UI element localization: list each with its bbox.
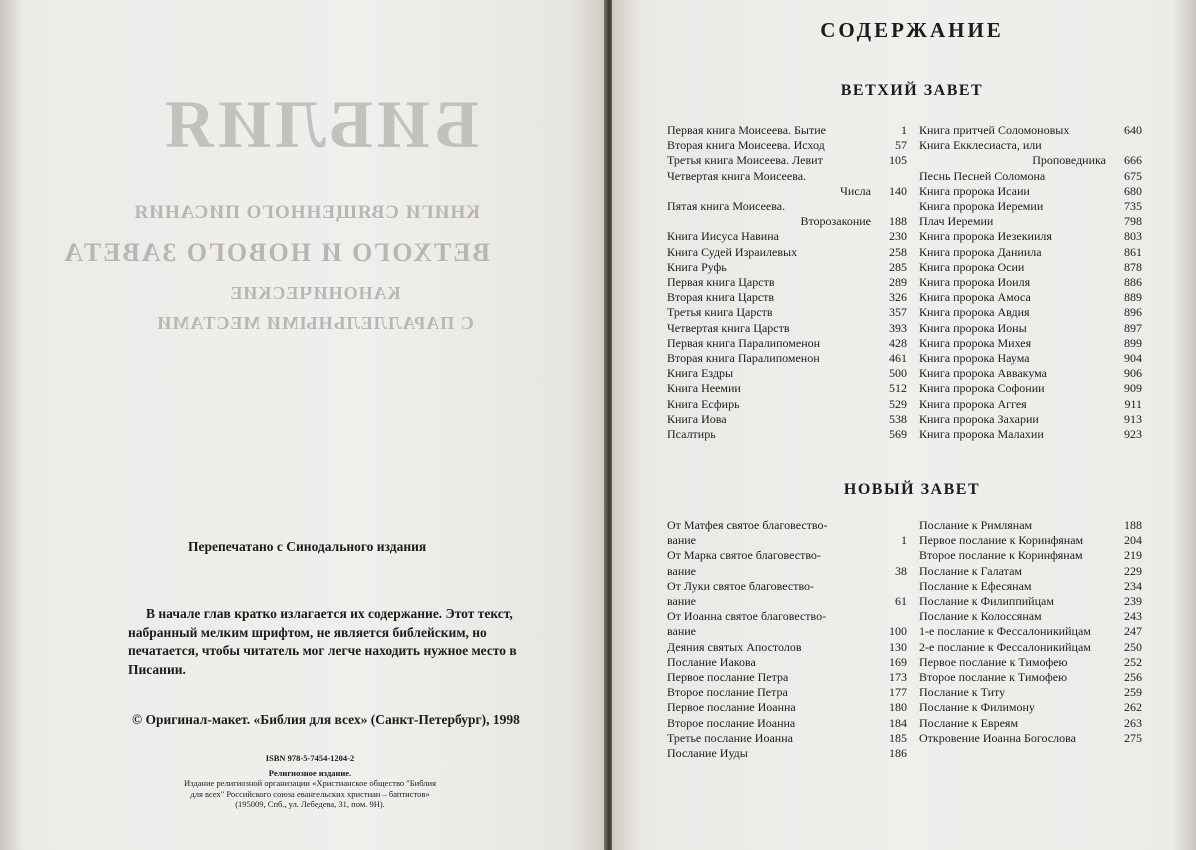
toc-entry-title: Книга Судей Израилевых [667, 244, 798, 259]
isbn: ISBN 978-5-7454-1204-2 [265, 753, 355, 763]
toc-entry-title: Книга пророка Амоса [919, 290, 1031, 305]
toc-entry [667, 427, 907, 442]
toc-entry [919, 199, 1142, 214]
toc-entry-page: 188 [889, 214, 907, 229]
old-testament-column-right [919, 123, 1142, 442]
toc-entry-page: 889 [1124, 290, 1142, 305]
toc-entry-page: 243 [1124, 609, 1142, 624]
toc-entry-title: Числа [840, 183, 871, 198]
toc-entry [667, 260, 907, 275]
toc-entry [667, 199, 907, 214]
toc-entry [919, 640, 1142, 655]
toc-entry-title: Книга пророка Наума [919, 351, 1030, 366]
toc-entry-page: 100 [889, 624, 907, 639]
contents-title: СОДЕРЖАНИЕ [820, 18, 1004, 42]
toc-entry-page: 326 [889, 290, 907, 305]
toc-entry-title: Книга Неемии [667, 381, 741, 396]
toc-entry [919, 229, 1142, 244]
toc-entry-title: Второе послание к Коринфянам [919, 548, 1083, 563]
toc-entry [667, 624, 907, 639]
toc-entry-page: 529 [889, 396, 907, 411]
toc-entry [919, 533, 1142, 548]
toc-entry [919, 336, 1142, 351]
show-through-title: БИБЛИЯ [161, 86, 479, 162]
show-through-line: ВЕТХОГО И НОВОГО ЗАВЕТА [62, 238, 490, 267]
toc-entry [667, 685, 907, 700]
toc-entry-page: 234 [1124, 578, 1142, 593]
new-testament-heading: НОВЫЙ ЗАВЕТ [843, 481, 981, 498]
toc-entry [919, 685, 1142, 700]
toc-entry-title: Книга Руфь [667, 259, 727, 274]
toc-entry [667, 214, 907, 229]
toc-entry-page: 289 [889, 275, 907, 290]
toc-entry-title: Книга пророка Ионы [919, 320, 1027, 335]
toc-entry-title: Книга пророка Аввакума [919, 366, 1047, 381]
toc-entry-title: От Луки святое благовество- [667, 578, 815, 593]
toc-entry [919, 624, 1142, 639]
toc-entry [919, 716, 1142, 731]
toc-entry [667, 275, 907, 290]
toc-entry [919, 184, 1142, 199]
toc-entry [919, 214, 1142, 229]
toc-entry-title: Откровение Иоанна Богослова [919, 730, 1076, 745]
toc-entry-page [881, 169, 907, 184]
reprint-note: Перепечатано с Синодального издания [188, 539, 427, 554]
toc-entry-title: Книга Иова [667, 411, 727, 426]
toc-entry-page: 219 [1124, 548, 1142, 563]
toc-entry [667, 245, 907, 260]
toc-entry-page: 906 [1124, 366, 1142, 381]
show-through-line: КНИГИ СВЯЩЕННОГО ПИСАНИЯ [133, 202, 480, 223]
toc-entry-title: Книга Есфирь [667, 396, 740, 411]
toc-entry [667, 716, 907, 731]
toc-entry-page: 256 [1124, 670, 1142, 685]
toc-entry-page: 252 [1124, 654, 1142, 669]
toc-entry-title: Первое послание к Тимофею [919, 654, 1068, 669]
toc-entry [919, 290, 1142, 305]
toc-entry [667, 397, 907, 412]
toc-entry-title: Послание к Колоссянам [919, 609, 1042, 624]
toc-entry-page: 923 [1124, 427, 1142, 442]
toc-entry-title: Вторая книга Паралипоменон [667, 351, 820, 366]
toc-entry [919, 564, 1142, 579]
toc-entry-page: 904 [1124, 351, 1142, 366]
toc-entry-title: Послание к Римлянам [919, 518, 1033, 532]
toc-entry-title: Книга пророка Иоиля [919, 275, 1031, 290]
toc-entry-page: 913 [1124, 411, 1142, 426]
toc-entry-title: Книга пророка Иезекииля [919, 229, 1052, 244]
toc-entry [667, 351, 907, 366]
toc-entry-page: 640 [1124, 123, 1142, 137]
toc-entry [919, 321, 1142, 336]
toc-entry [919, 381, 1142, 396]
toc-entry [667, 153, 907, 168]
toc-entry-page [1116, 138, 1142, 153]
toc-entry-page: 909 [1124, 381, 1142, 396]
toc-entry-page: 186 [889, 746, 907, 761]
toc-entry-page: 897 [1124, 320, 1142, 335]
imprint-block [180, 753, 440, 810]
toc-entry [667, 123, 907, 138]
toc-entry-title: Первое послание к Коринфянам [919, 533, 1084, 548]
toc-entry-page: 899 [1124, 335, 1142, 350]
toc-entry-page: 803 [1124, 229, 1142, 244]
toc-entry-page: 861 [1124, 244, 1142, 259]
show-through-line: С ПАРАЛЛЕЛЬНЫМИ МЕСТАМИ [156, 313, 474, 333]
toc-entry-page: 275 [1124, 730, 1142, 745]
toc-entry-title: Пятая книга Моисеева. [667, 199, 786, 214]
toc-entry [919, 427, 1142, 442]
toc-entry-title: Третья книга Царств [667, 305, 773, 320]
toc-entry [919, 609, 1142, 624]
toc-entry-title: Книга пророка Авдия [919, 305, 1030, 320]
toc-entry-title: Послание к Филиппийцам [919, 594, 1054, 609]
toc-entry [919, 412, 1142, 427]
toc-entry-title: 2-е послание к Фессалоникийцам [919, 639, 1091, 654]
toc-entry-title: Послание к Галатам [919, 563, 1022, 578]
toc-entry-page: 1 [901, 123, 907, 137]
toc-entry-title: От Марка святое благовество- [667, 548, 821, 563]
toc-entry [667, 412, 907, 427]
toc-entry [667, 336, 907, 351]
toc-entry [667, 366, 907, 381]
toc-entry-page: 262 [1124, 700, 1142, 715]
toc-entry-page: 393 [889, 320, 907, 335]
toc-entry [919, 260, 1142, 275]
toc-entry-page: 263 [1124, 715, 1142, 730]
toc-entry [919, 579, 1142, 594]
toc-entry [919, 397, 1142, 412]
toc-entry-page: 173 [889, 670, 907, 685]
copyright-line: © Оригинал-макет. «Библия для всех» (Санкт-Петербург), 1998 [132, 712, 520, 727]
toc-entry-title: Деяния святых Апостолов [667, 639, 802, 654]
toc-entry-title: Второзаконие [800, 214, 871, 229]
intro-paragraph: В начале глав кратко излагается их содержание. Этот текст, набранный мелким шрифтом, не является библейским, но печатается, чтобы читатель мог легче находить нужное место в Писании. [128, 606, 517, 677]
toc-entry-page: 57 [895, 138, 907, 153]
toc-entry-page: 911 [1124, 396, 1142, 411]
toc-entry-title: Послание к Ефесянам [919, 578, 1032, 593]
new-testament-column-left [667, 518, 907, 761]
toc-entry-title: Книга пророка Осии [919, 259, 1025, 274]
religious-edition-label: Религиозное издание. [268, 767, 352, 778]
toc-entry-page: 258 [889, 244, 907, 259]
toc-entry-title: Книга пророка Аггея [919, 396, 1027, 411]
toc-entry [919, 138, 1142, 153]
toc-entry-title: Вторая книга Моисеева. Исход [667, 138, 825, 153]
toc-entry-page: 177 [889, 685, 907, 700]
toc-entry-title: Книга пророка Исаии [919, 183, 1030, 198]
toc-entry-page [881, 548, 907, 563]
toc-entry-page [881, 609, 907, 624]
toc-entry [667, 640, 907, 655]
toc-entry [919, 169, 1142, 184]
toc-entry [667, 731, 907, 746]
toc-entry-page: 38 [895, 563, 907, 578]
toc-entry-page: 140 [889, 183, 907, 198]
toc-entry-title: Книга пророка Софонии [919, 381, 1045, 396]
toc-entry-title: Вторая книга Царств [667, 290, 775, 305]
toc-entry-title: Третья книга Моисеева. Левит [667, 153, 823, 168]
toc-entry [667, 169, 907, 184]
toc-entry-title: Третье послание Иоанна [667, 730, 793, 745]
toc-entry [919, 351, 1142, 366]
toc-entry-title: Четвертая книга Царств [667, 320, 790, 335]
right-page [612, 0, 1196, 850]
toc-entry-page: 188 [1124, 518, 1142, 532]
toc-entry-title: Книга пророка Иеремии [919, 199, 1044, 214]
toc-entry-page [881, 579, 907, 594]
toc-entry-title: 1-е послание к Фессалоникийцам [919, 624, 1091, 639]
toc-entry [919, 366, 1142, 381]
toc-entry [667, 655, 907, 670]
toc-entry-title: Книга Екклесиаста, или [919, 138, 1042, 153]
toc-entry [667, 609, 907, 624]
toc-entry [919, 245, 1142, 260]
toc-entry [667, 229, 907, 244]
toc-entry-page: 675 [1124, 168, 1142, 183]
toc-entry-page: 512 [889, 381, 907, 396]
toc-entry-title: Первое послание Иоанна [667, 700, 796, 715]
toc-entry-title: Книга притчей Соломоновых [919, 123, 1070, 137]
toc-entry [667, 564, 907, 579]
toc-entry-page [881, 199, 907, 214]
toc-entry-page: 259 [1124, 685, 1142, 700]
old-testament-column-left [667, 123, 907, 442]
toc-entry [919, 305, 1142, 320]
toc-entry [667, 594, 907, 609]
toc-entry [919, 670, 1142, 685]
toc-entry [667, 518, 907, 533]
toc-entry-page: 247 [1124, 624, 1142, 639]
toc-entry-page: 896 [1124, 305, 1142, 320]
toc-entry-page: 204 [1124, 533, 1142, 548]
toc-entry [667, 305, 907, 320]
toc-entry-title: вание [667, 533, 697, 548]
old-testament-heading: ВЕТХИЙ ЗАВЕТ [840, 82, 984, 99]
toc-entry-title: Книга Ездры [667, 366, 734, 381]
toc-entry-title: Проповедника [1032, 153, 1106, 168]
toc-entry-title: Первая книга Царств [667, 275, 775, 290]
toc-entry-title: Послание к Евреям [919, 715, 1019, 730]
toc-entry-title: Книга пророка Даниила [919, 244, 1042, 259]
toc-entry [667, 579, 907, 594]
toc-entry-title: Четвертая книга Моисеева. [667, 168, 807, 183]
toc-entry-title: Псалтирь [667, 427, 716, 442]
toc-entry-page: 500 [889, 366, 907, 381]
toc-entry-page: 229 [1124, 563, 1142, 578]
toc-entry-title: Книга пророка Малахии [919, 427, 1044, 442]
toc-entry-page: 169 [889, 654, 907, 669]
toc-entry-title: Послание Иуды [667, 746, 748, 761]
toc-entry-page: 230 [889, 229, 907, 244]
toc-entry-title: Книга Иисуса Навина [667, 229, 779, 244]
publisher-info: Издание религиозной организации «Христианское общество "Библия для всех" Российского союза евангельских христиан – баптистов» (195009, Спб., ул. Лебедева, 31, пом. 9Н). [183, 778, 437, 809]
toc-entry [667, 670, 907, 685]
toc-entry-page: 886 [1124, 275, 1142, 290]
toc-entry-title: От Иоанна святое благовество- [667, 609, 827, 624]
toc-entry-page: 357 [889, 305, 907, 320]
toc-entry [667, 700, 907, 715]
toc-entry-page: 666 [1124, 153, 1142, 168]
new-testament-column-right [919, 518, 1142, 746]
toc-entry-page: 798 [1124, 214, 1142, 229]
toc-entry-title: Второе послание к Тимофею [919, 670, 1068, 685]
toc-entry-page: 61 [895, 594, 907, 609]
toc-entry [919, 275, 1142, 290]
toc-entry-page: 185 [889, 730, 907, 745]
toc-entry [667, 290, 907, 305]
toc-entry [919, 655, 1142, 670]
toc-entry-page: 250 [1124, 639, 1142, 654]
toc-entry [919, 153, 1142, 168]
toc-entry-title: Первая книга Моисеева. Бытие [667, 123, 826, 137]
toc-entry [667, 746, 907, 761]
toc-entry-page: 878 [1124, 259, 1142, 274]
toc-entry-title: вание [667, 563, 697, 578]
toc-entry-page: 538 [889, 411, 907, 426]
toc-entry-title: Второе послание Петра [667, 685, 788, 700]
toc-entry [667, 138, 907, 153]
toc-entry-title: Песнь Песней Соломона [919, 168, 1046, 183]
toc-entry-title: От Матфея святое благовество- [667, 518, 828, 532]
toc-entry [919, 123, 1142, 138]
toc-entry-title: Плач Иеремии [919, 214, 994, 229]
toc-entry [919, 594, 1142, 609]
toc-entry-title: Второе послание Иоанна [667, 715, 796, 730]
toc-entry [667, 381, 907, 396]
toc-entry [667, 548, 907, 563]
toc-entry-page: 735 [1124, 199, 1142, 214]
toc-entry-title: Послание Иакова [667, 654, 756, 669]
toc-entry-page: 130 [889, 639, 907, 654]
toc-entry-title: Книга пророка Захарии [919, 411, 1039, 426]
toc-entry-page: 239 [1124, 594, 1142, 609]
toc-entry-page: 461 [889, 351, 907, 366]
toc-entry-page: 428 [889, 335, 907, 350]
toc-entry [667, 184, 907, 199]
toc-entry-page: 1 [901, 533, 907, 548]
toc-entry [919, 518, 1142, 533]
toc-entry [919, 548, 1142, 563]
toc-entry-page: 180 [889, 700, 907, 715]
toc-entry-title: вание [667, 624, 697, 639]
show-through-line: КАНОНИЧЕСКИЕ [229, 283, 401, 303]
toc-entry-page: 184 [889, 715, 907, 730]
toc-entry [667, 533, 907, 548]
toc-entry-page: 569 [889, 427, 907, 442]
toc-entry [667, 321, 907, 336]
toc-entry-title: Послание к Титу [919, 685, 1006, 700]
toc-entry-title: вание [667, 594, 697, 609]
toc-entry-page: 680 [1124, 183, 1142, 198]
toc-entry-title: Первое послание Петра [667, 670, 789, 685]
toc-entry-title: Послание к Филимону [919, 700, 1035, 715]
toc-entry [919, 700, 1142, 715]
toc-entry-title: Первая книга Паралипоменон [667, 335, 821, 350]
toc-entry-page: 105 [889, 153, 907, 168]
toc-entry-page [881, 518, 907, 533]
toc-entry-title: Книга пророка Михея [919, 335, 1032, 350]
toc-entry [919, 731, 1142, 746]
toc-entry-page: 285 [889, 259, 907, 274]
